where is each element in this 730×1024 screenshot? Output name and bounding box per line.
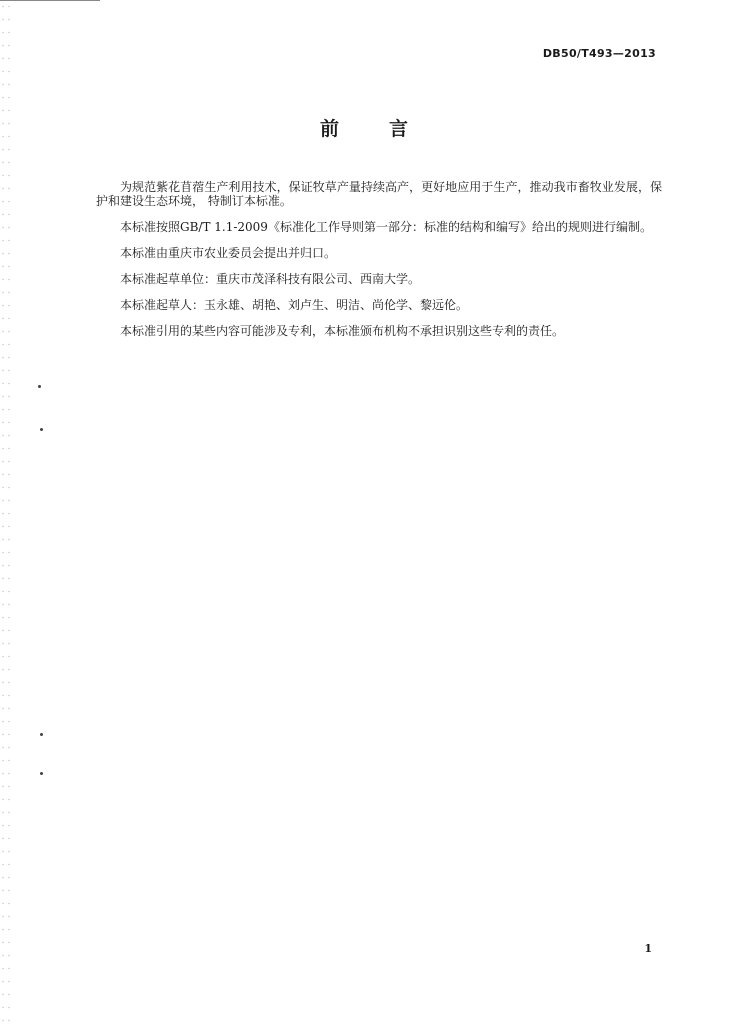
- scan-speck: [40, 428, 43, 431]
- paragraph-drafting-rules: 本标准按照GB/T 1.1-2009《标准化工作导则第一部分：标准的结构和编写》给出的规则进行编制。: [120, 220, 652, 234]
- document-code: DB50/T493—2013: [542, 47, 656, 60]
- foreword-body: [96, 180, 662, 350]
- paragraph-drafters: 本标准起草人：玉永雄、胡艳、刘卢生、明洁、尚伦学、黎远伦。: [120, 298, 469, 312]
- scan-top-line: [0, 0, 100, 1]
- title-char-2: 言: [389, 118, 411, 140]
- scan-edge-speckle: [0, 0, 10, 1024]
- title-char-1: 前: [319, 118, 341, 140]
- paragraph-purpose: 为规范紫花苜蓿生产利用技术，保证牧草产量持续高产，更好地应用于生产，推动我市畜牧业发展，保护和建设生态环境， 特制订本标准。: [96, 180, 662, 208]
- scan-speck: [40, 772, 43, 775]
- paragraph-drafting-units: 本标准起草单位：重庆市茂泽科技有限公司、西南大学。: [120, 272, 421, 286]
- page-title: [0, 114, 730, 141]
- scan-speck: [38, 385, 41, 388]
- paragraph-proposer: 本标准由重庆市农业委员会提出并归口。: [120, 246, 337, 260]
- page-number: 1: [644, 942, 652, 955]
- scan-speck: [40, 733, 43, 736]
- paragraph-patent-notice: 本标准引用的某些内容可能涉及专利，本标准颁布机构不承担识别这些专利的责任。: [120, 324, 565, 338]
